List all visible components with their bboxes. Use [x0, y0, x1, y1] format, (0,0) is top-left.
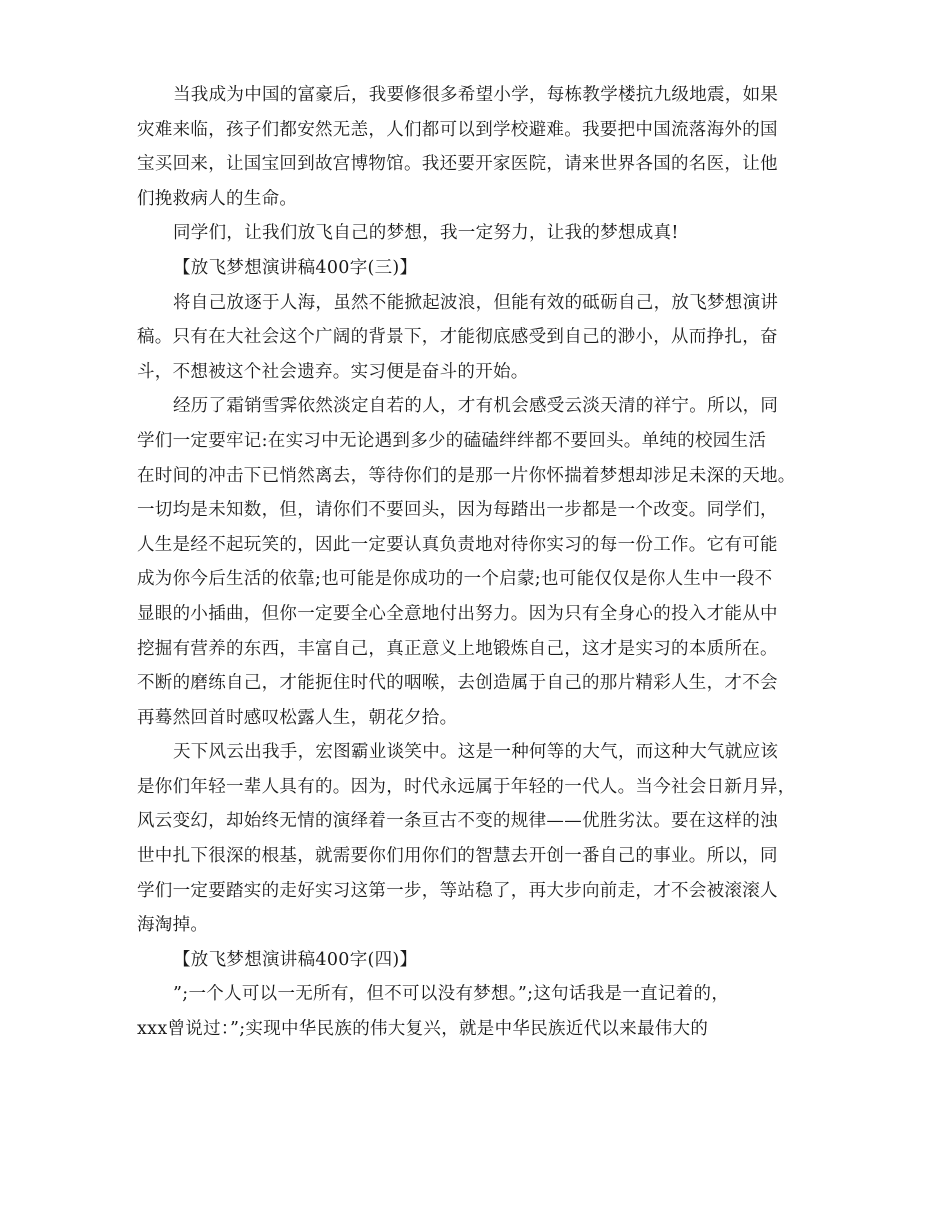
document-body: [137, 78, 837, 1047]
text-line: 成为你今后生活的依靠;也可能是你成功的一个启蒙;也可能仅仅是你人生中一段不: [137, 569, 773, 590]
text-line: 灾难来临，孩子们都安然无恙，人们都可以到学校避难。我要把中国流落海外的国: [137, 119, 778, 140]
text-line: 经历了霜销雪霁依然淡定自若的人，才有机会感受云淡天清的祥宁。所以，同: [173, 396, 779, 417]
text-line: 显眼的小插曲，但你一定要全心全意地付出努力。因为只有全身心的投入才能从中: [137, 603, 778, 624]
text-line: ”;一个人可以一无所有，但不可以没有梦想。”;这句话我是一直记着的，: [173, 984, 730, 1005]
text-line: 同学们，让我们放飞自己的梦想，我一定努力，让我的梦想成真!: [173, 223, 679, 244]
text-line: 是你们年轻一辈人具有的。因为，时代永远属于年轻的一代人。当今社会日新月异，: [137, 776, 796, 797]
text-line: 学们一定要牢记:在实习中无论遇到多少的磕磕绊绊都不要回头。单纯的校园生活: [137, 430, 767, 451]
text-line: 不断的磨练自己，才能扼住时代的咽喉，去创造属于自己的那片精彩人生，才不会: [137, 673, 778, 694]
text-line: 们挽救病人的生命。: [137, 188, 298, 209]
text-line: 将自己放逐于人海，虽然不能掀起波浪，但能有效的砥砺自己，放飞梦想演讲: [173, 292, 779, 313]
text-line: 再蓦然回首时感叹松露人生，朝花夕拾。: [137, 707, 458, 728]
text-line: xxx曾说过：”;实现中华民族的伟大复兴，就是中华民族近代以来最伟大的: [137, 1019, 709, 1040]
text-line: 人生是经不起玩笑的，因此一定要认真负责地对待你实习的每一份工作。它有可能: [137, 534, 778, 555]
text-line: 学们一定要踏实的走好实习这第一步，等站稳了，再大步向前走，才不会被滚滚人: [137, 880, 778, 901]
text-line: 一切均是未知数，但，请你们不要回头，因为每踏出一步都是一个改变。同学们，: [137, 500, 778, 521]
text-line: 海淘掉。: [137, 915, 209, 936]
text-line: 宝买回来，让国宝回到故宫博物馆。我还要开家医院，请来世界各国的名医，让他: [137, 154, 778, 175]
text-line: 当我成为中国的富豪后，我要修很多希望小学，每栋教学楼抗九级地震，如果: [173, 85, 779, 105]
text-line: 斗，不想被这个社会遗弃。实习便是奋斗的开始。: [137, 361, 529, 382]
section-heading: 【放飞梦想演讲稿400字(四)】: [173, 949, 418, 970]
text-line: 天下风云出我手，宏图霸业谈笑中。这是一种何等的大气，而这种大气就应该: [173, 742, 779, 763]
text-line: 风云变幻，却始终无情的演绎着一条亘古不变的规律——优胜劣汰。要在这样的浊: [137, 811, 778, 832]
text-line: 稿。只有在大社会这个广阔的背景下，才能彻底感受到自己的渺小，从而挣扎，奋: [137, 327, 778, 348]
text-line: 挖掘有营养的东西，丰富自己，真正意义上地锻炼自己，这才是实习的本质所在。: [137, 638, 778, 659]
text-line: 世中扎下很深的根基，就需要你们用你们的智慧去开创一番自己的事业。所以，同: [137, 846, 778, 867]
text-line: 在时间的冲击下已悄然离去，等待你们的是那一片你怀揣着梦想却涉足未深的天地。: [137, 465, 796, 486]
section-heading: 【放飞梦想演讲稿400字(三)】: [173, 257, 418, 278]
